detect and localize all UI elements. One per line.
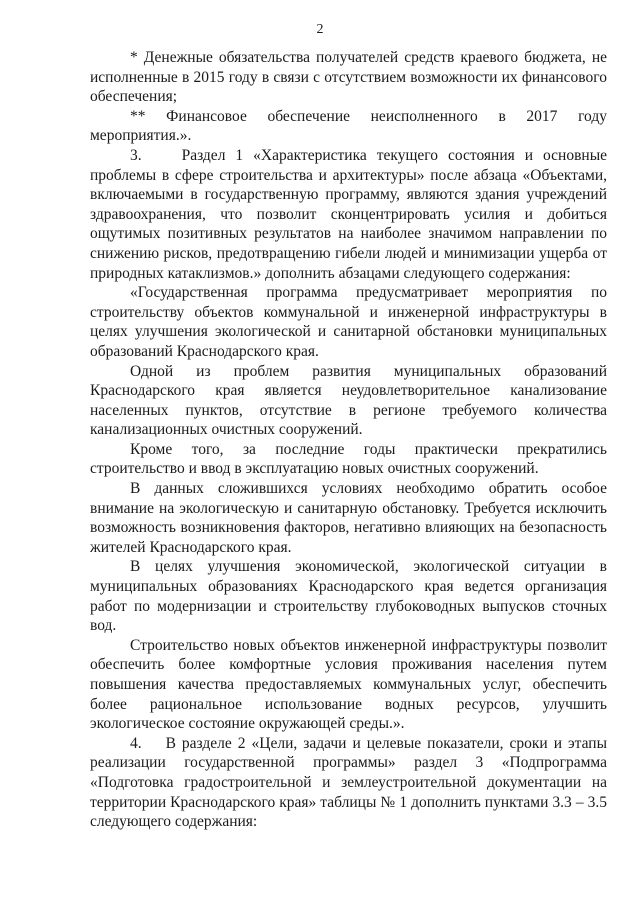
paragraph-item-4: 4. В разделе 2 «Цели, задачи и целевые показатели, сроки и этапы реализации государственной программы» раздел 3 «Подпрограмма «Подготовка градостроительной и землеустроительной документации на территории Краснодарского края» таблицы № 1 дополнить пунктами 3.3 – 3.5 следующего содержания: — [90, 734, 607, 831]
paragraph-problems: Одной из проблем развития муниципальных образований Краснодарского края является неудовлетворительное канализование населенных пунктов, отсутствие в регионе требуемого количества канализационных очистных сооружений. — [90, 362, 607, 439]
paragraph-program-description: «Государственная программа предусматривает мероприятия по строительству объектов коммунальной и инженерной инфраструктуры в целях улучшения экологической и санитарной обстановки муниципальных образований Краснодарского края. — [90, 284, 607, 360]
document-body — [90, 48, 607, 832]
paragraph-attention: В данных сложившихся условиях необходимо обратить особое внимание на экологическую и санитарную обстановку. Требуется исключить возможность возникновения факторов, негативно влияющих на безопасность жителей Краснодарского края. — [90, 480, 607, 556]
footnote-single-asterisk: * Денежные обязательства получателей средств краевого бюджета, не исполненные в 2015 году в связи с отсутствием возможности их финансового обеспечения; — [90, 49, 607, 106]
paragraph-infrastructure-benefits: Строительство новых объектов инженерной инфраструктуры позволит обеспечить более комфортные условия проживания населения путем повышения качества предоставляемых коммунальных услуг, обеспечить более рациональное использование водных ресурсов, улучшить экологическое состояние окружающей среды.». — [90, 636, 607, 733]
footnote-double-asterisk: ** Финансовое обеспечение неисполненного в 2017 году мероприятия.». — [90, 107, 607, 145]
paragraph-modernization: В целях улучшения экономической, экологической ситуации в муниципальных образованиях Краснодарского края ведется организация работ по модернизации и строительству глубоководных выпусков сточных вод. — [90, 558, 607, 635]
paragraph-item-3: 3. Раздел 1 «Характеристика текущего состояния и основные проблемы в сфере строительства и архитектуры» после абзаца «Объектами, включаемыми в государственную программу, являются здания учреждений здравоохранения, что позволит сконцентрировать усилия и добиться ощутимых позитивных результатов на наиболее значимом направлении по снижению рисков, предотвращению гибели людей и минимизации ущерба от природных катаклизмов.» дополнить абзацами следующего содержания: — [90, 146, 607, 282]
paragraph-construction-stopped: Кроме того, за последние годы практически прекратились строительство и ввод в эксплуатацию новых очистных сооружений. — [90, 440, 607, 478]
page-number: 2 — [316, 22, 324, 37]
